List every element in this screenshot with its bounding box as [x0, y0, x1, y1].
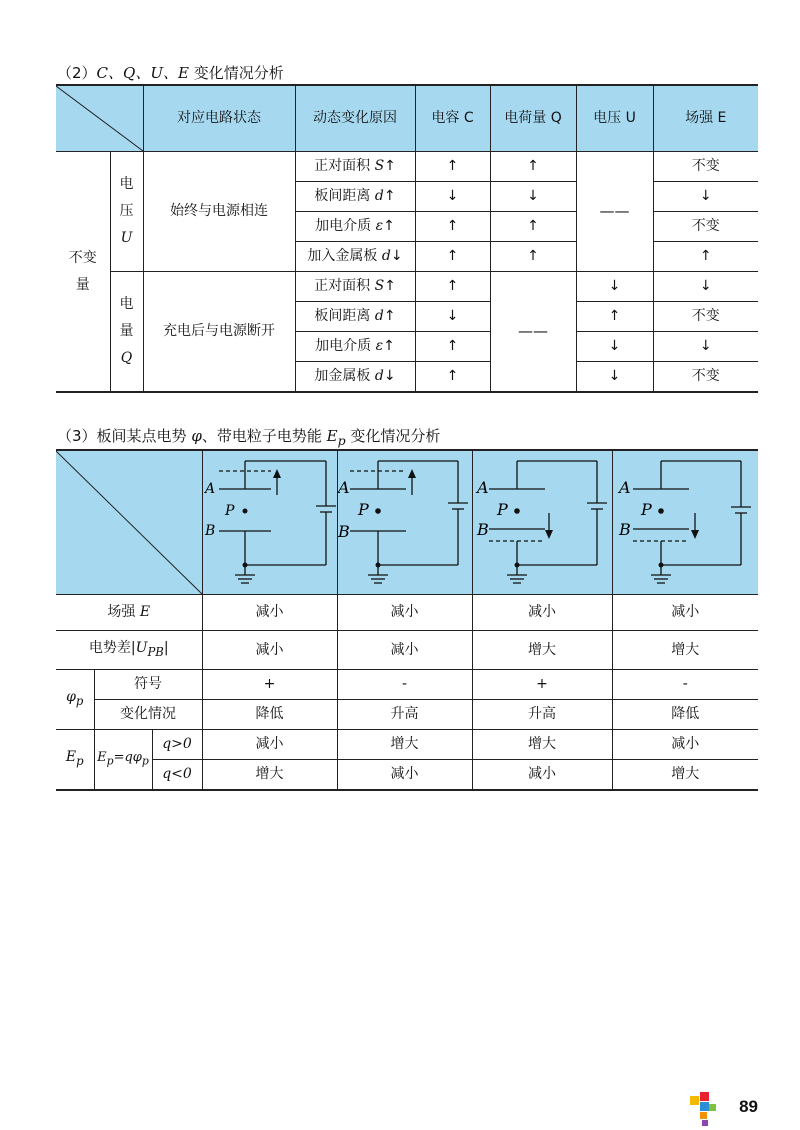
change-value: 升高 [472, 700, 612, 730]
header-state: 对应电路状态 [143, 85, 295, 152]
cause-cell: 加电介质 ε↑ [295, 212, 415, 242]
sign-value: - [337, 670, 472, 700]
change-value: 降低 [202, 700, 337, 730]
label-A: A [337, 478, 350, 497]
potential-diff-value: 减小 [202, 631, 337, 670]
circuit-diagram-3 [473, 451, 613, 594]
label-A: A [618, 478, 631, 497]
group1-state: 始终与电源相连 [143, 152, 295, 272]
cause-cell: 加金属板 d↓ [295, 362, 415, 393]
potential-diff-value: 增大 [612, 631, 758, 670]
circuit-1 [202, 450, 337, 595]
diagonal-line [56, 86, 143, 151]
header-Q: 电荷量 Q [490, 85, 576, 152]
circuit-diagram-1 [203, 451, 338, 594]
q-positive-value: 增大 [337, 730, 472, 760]
circuit-3 [472, 450, 612, 595]
value-E: ↑ [653, 242, 758, 272]
q-positive-value: 增大 [472, 730, 612, 760]
label-B: B [618, 520, 631, 539]
field-value: 减小 [472, 595, 612, 631]
sign-value: + [472, 670, 612, 700]
page-number: 89 [739, 1097, 758, 1116]
cause-cell: 正对面积 S↑ [295, 152, 415, 182]
sign-value: + [202, 670, 337, 700]
potential-diff-value: 增大 [472, 631, 612, 670]
value-C: ↑ [415, 272, 490, 302]
group1-label: 电 压 U [110, 152, 143, 272]
value-E: ↓ [653, 332, 758, 362]
value-U: ↓ [576, 332, 653, 362]
ep-formula: $E_p=q\varphi_p$ [94, 730, 152, 791]
section3-title: （3）板间某点电势 φ、带电粒子电势能 $E_p$ 变化情况分析 [57, 427, 441, 448]
circuit-4 [612, 450, 758, 595]
value-Q: ↓ [490, 182, 576, 212]
cause-cell: 加电介质 ε↑ [295, 332, 415, 362]
circuit-diagram-2 [338, 451, 473, 594]
row-label-potential-diff: 电势差$|U_{PB}|$ [56, 631, 202, 670]
cause-cell: 板间距离 d↑ [295, 302, 415, 332]
value-C: ↑ [415, 152, 490, 182]
label-A: A [204, 481, 215, 497]
circuit-2 [337, 450, 472, 595]
value-U: ↓ [576, 272, 653, 302]
cause-cell: 正对面积 S↑ [295, 272, 415, 302]
group2-label: 电 量 Q [110, 272, 143, 393]
q-negative-value: 减小 [472, 760, 612, 791]
label-A: A [476, 478, 489, 497]
publisher-logo-icon [688, 1090, 718, 1128]
q-positive-value: 减小 [612, 730, 758, 760]
value-E: 不变 [653, 152, 758, 182]
field-value: 减小 [202, 595, 337, 631]
row-label-sign: 符号 [94, 670, 202, 700]
row-label-phi: $\varphi_p$ [56, 670, 94, 730]
label-P: P [224, 503, 234, 519]
section2-title: （2）C、Q、U、E 变化情况分析 [57, 64, 284, 82]
value-U: ↓ [576, 362, 653, 393]
sign-value: - [612, 670, 758, 700]
change-value: 升高 [337, 700, 472, 730]
label-P: P [357, 500, 369, 519]
cause-cell: 加入金属板 d↓ [295, 242, 415, 272]
label-B: B [476, 520, 489, 539]
q-negative-value: 增大 [202, 760, 337, 791]
value-E: ↓ [653, 272, 758, 302]
q-positive-value: 减小 [202, 730, 337, 760]
label-B: B [204, 523, 215, 539]
value-Q: ↑ [490, 152, 576, 182]
q-negative-value: 增大 [612, 760, 758, 791]
cause-cell: 板间距离 d↑ [295, 182, 415, 212]
potential-energy-table [56, 449, 758, 791]
value-C: ↑ [415, 362, 490, 393]
change-value: 降低 [612, 700, 758, 730]
cqu-e-table [56, 84, 758, 393]
value-E: 不变 [653, 212, 758, 242]
label-P: P [640, 500, 652, 519]
potential-diff-value: 减小 [337, 631, 472, 670]
field-value: 减小 [612, 595, 758, 631]
row-label-change: 变化情况 [94, 700, 202, 730]
value-C: ↑ [415, 212, 490, 242]
value-U: ↑ [576, 302, 653, 332]
group2-state: 充电后与电源断开 [143, 272, 295, 393]
diagonal-line [56, 451, 202, 594]
value-Q: ↑ [490, 242, 576, 272]
group2-charge-constant: —— [490, 272, 576, 393]
group1-voltage-constant: —— [576, 152, 653, 272]
value-C: ↑ [415, 242, 490, 272]
row-label-ep: $E_p$ [56, 730, 94, 791]
q-negative-value: 减小 [337, 760, 472, 791]
value-E: 不变 [653, 302, 758, 332]
label-P: P [496, 500, 508, 519]
constant-label: 不变 量 [56, 152, 110, 393]
corner-cell [56, 450, 202, 595]
q-negative-label: q<0 [152, 760, 202, 791]
corner-cell [56, 85, 143, 152]
value-C: ↑ [415, 332, 490, 362]
header-U: 电压 U [576, 85, 653, 152]
value-C: ↓ [415, 182, 490, 212]
header-C: 电容 C [415, 85, 490, 152]
label-B: B [337, 522, 350, 541]
row-label-field: 场强 E [56, 595, 202, 631]
value-Q: ↑ [490, 212, 576, 242]
value-C: ↓ [415, 302, 490, 332]
field-value: 减小 [337, 595, 472, 631]
header-cause: 动态变化原因 [295, 85, 415, 152]
circuit-diagram-4 [613, 451, 759, 594]
q-positive-label: q>0 [152, 730, 202, 760]
value-E: 不变 [653, 362, 758, 393]
value-E: ↓ [653, 182, 758, 212]
header-E: 场强 E [653, 85, 758, 152]
